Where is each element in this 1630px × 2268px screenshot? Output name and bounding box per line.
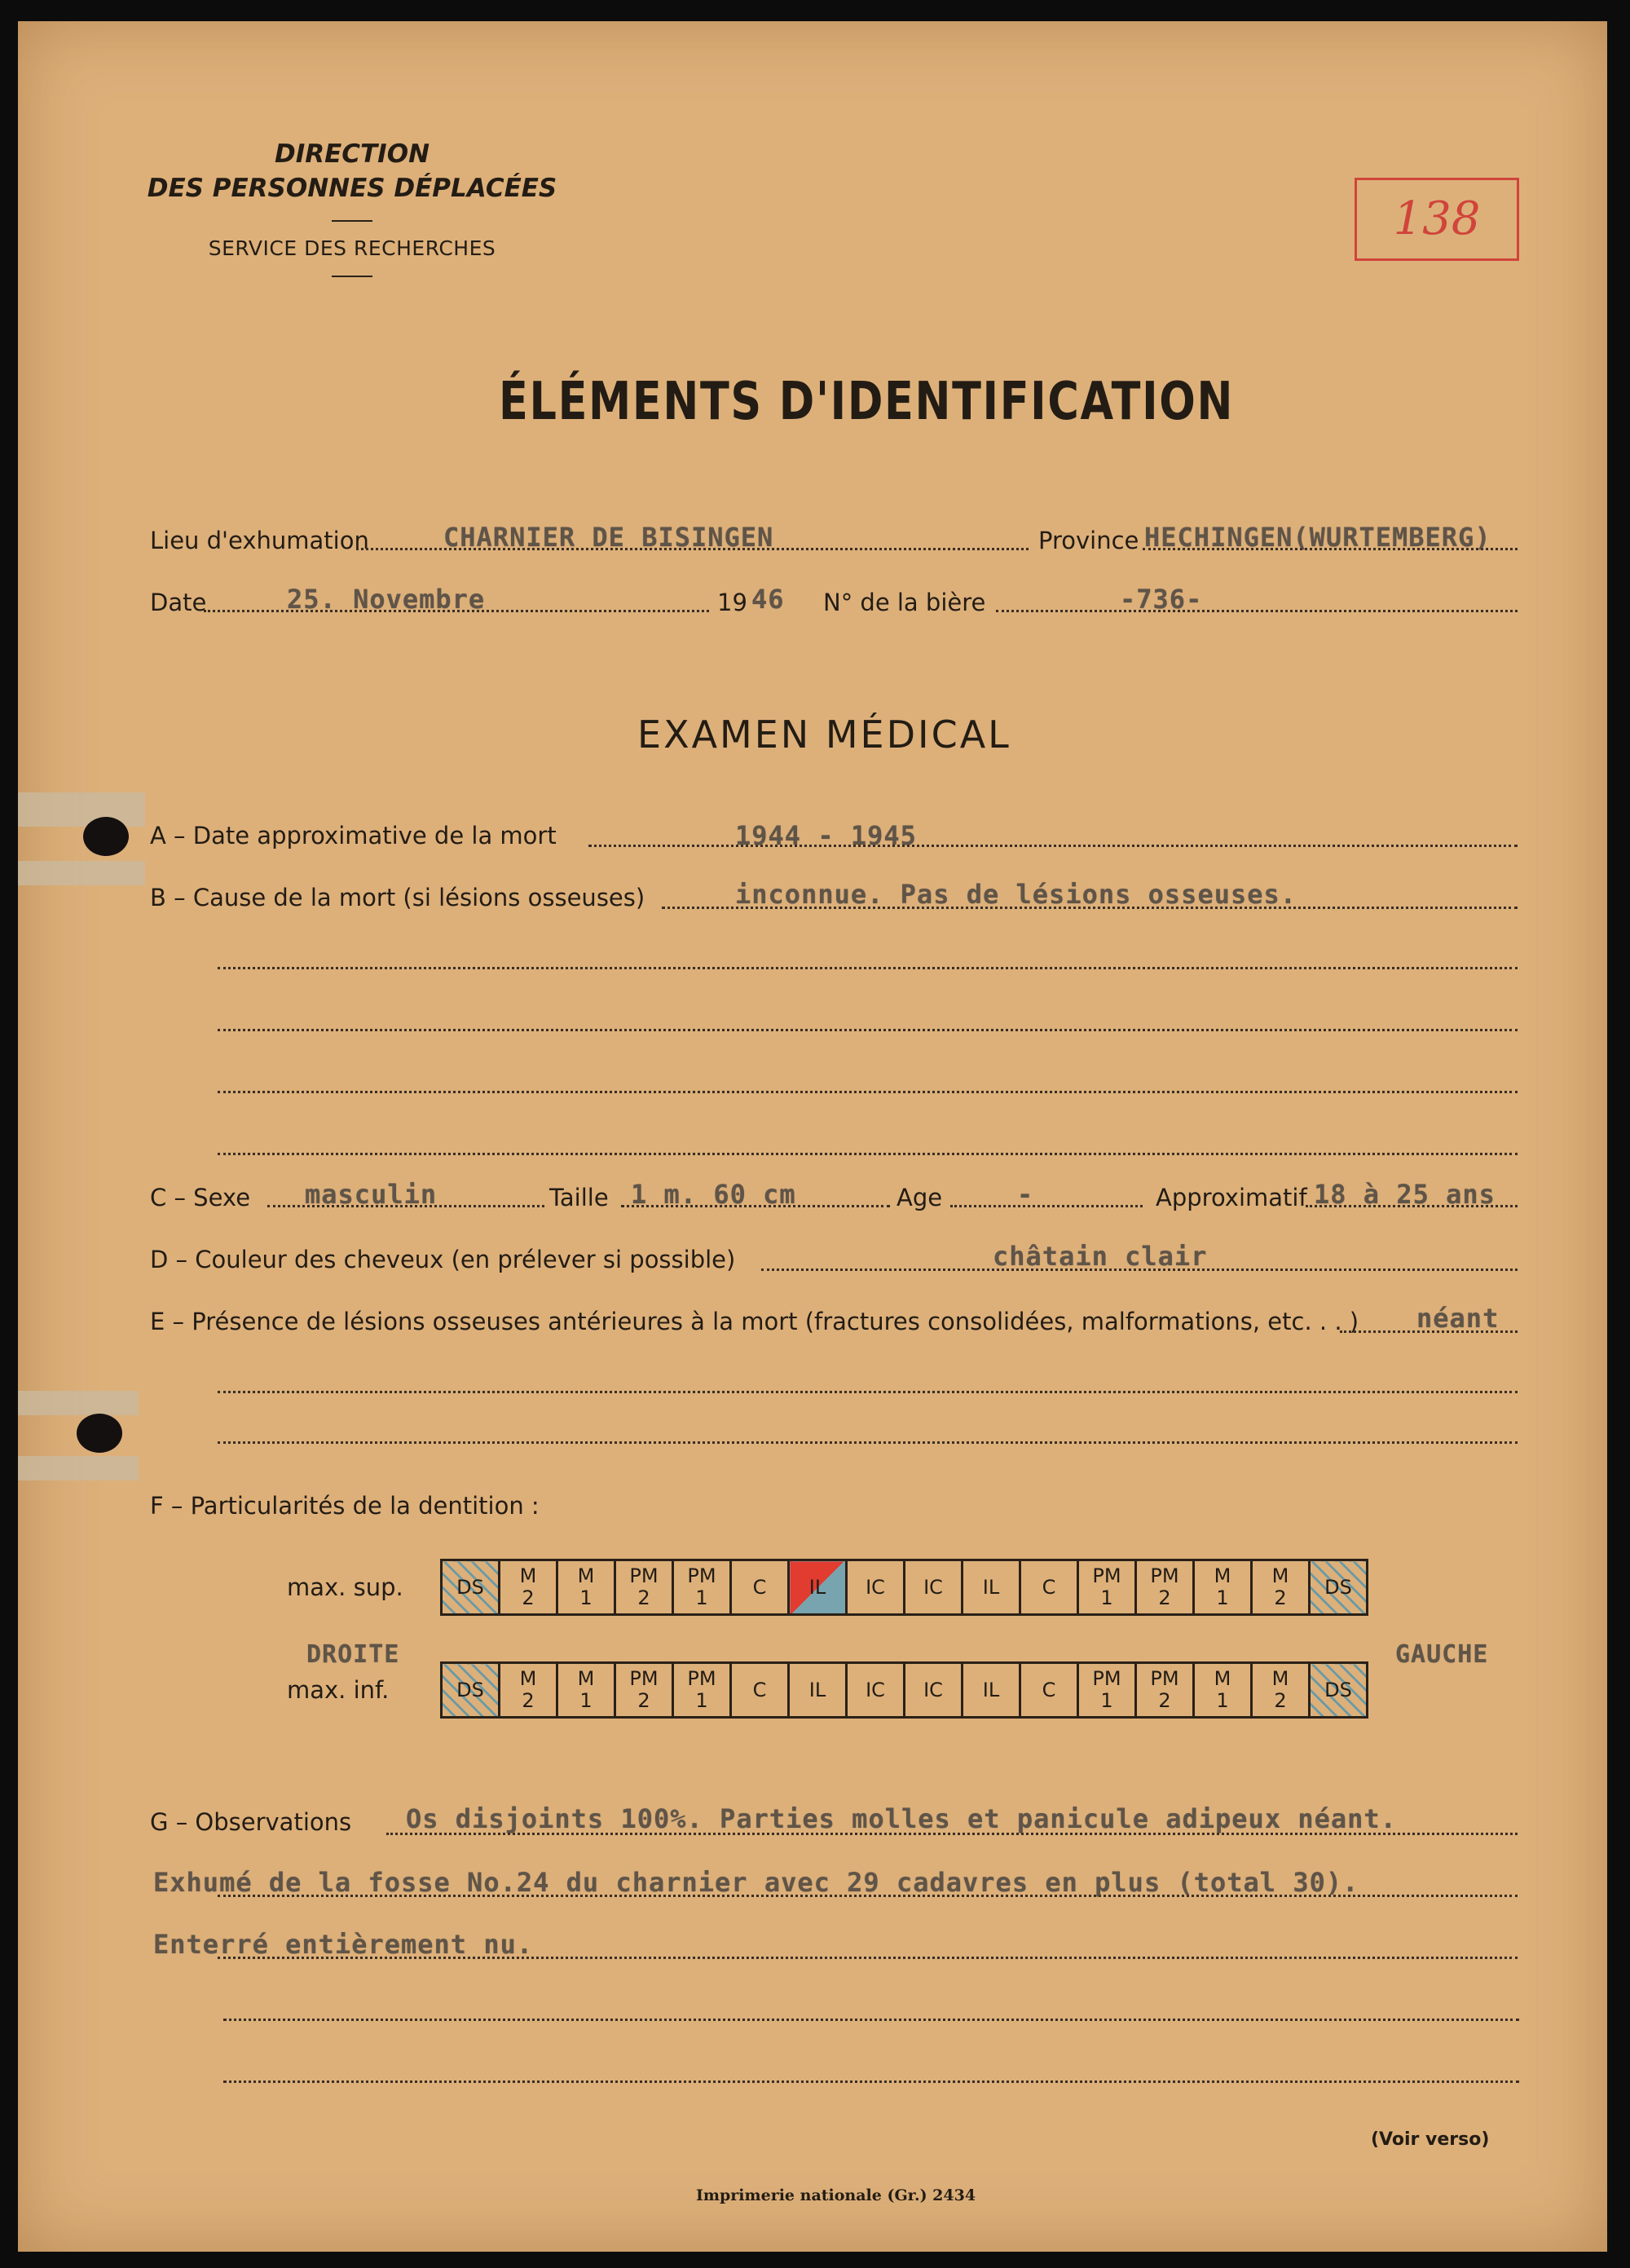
approximatif-label: Approximatif [1156,1184,1307,1211]
tooth-cell [673,1663,731,1718]
section-a-value: 1944 - 1945 [735,820,917,851]
tooth-code: IC [923,1575,943,1599]
tooth-cell [731,1663,789,1718]
header-divider [332,220,372,222]
tooth-cell [789,1560,847,1615]
tooth-cell [963,1560,1020,1615]
tooth-code: PM [1150,1564,1179,1587]
tooth-number: 2 [522,1586,535,1609]
tooth-cell [442,1663,500,1718]
page-title: ÉLÉMENTS D'IDENTIFICATION [499,372,1235,432]
biere-value: -736- [1120,584,1203,615]
dotted-line [223,2080,1519,2083]
section-d-value: châtain clair [993,1241,1208,1272]
biere-label: N° de la bière [823,589,986,616]
tooth-code: IL [808,1678,826,1701]
tooth-cell [1078,1560,1136,1615]
tooth-cell [615,1560,673,1615]
year-prefix: 19 [717,589,747,616]
org-line-1: DIRECTION [274,139,430,169]
dotted-line [218,1441,1518,1444]
punch-hole [77,1414,122,1453]
max-sup-label: max. sup. [287,1573,403,1601]
province-label: Province [1038,527,1139,554]
section-a-label: A – Date approximative de la mort [150,822,557,849]
tooth-cell [1194,1663,1252,1718]
date-value: 25. Novembre [287,584,486,615]
tooth-cell [673,1560,731,1615]
approximatif-value: 18 à 25 ans [1314,1179,1496,1210]
tape-strip [18,861,145,885]
tooth-code: IL [982,1575,1000,1599]
sexe-value: masculin [305,1179,438,1210]
tooth-cell [557,1560,615,1615]
section-g-label: G – Observations [150,1808,352,1836]
archive-number-stamp: 138 [1355,178,1519,261]
dotted-line [996,610,1518,612]
tooth-code: C [752,1575,767,1599]
date-label: Date [150,589,207,616]
tooth-number: 1 [695,1689,708,1712]
observations-line-3: Enterré entièrement nu. [153,1929,534,1960]
section-b-value: inconnue. Pas de lésions osseuses. [735,879,1297,910]
header-divider [332,276,372,277]
tooth-cell [1136,1663,1194,1718]
age-label: Age [896,1184,943,1211]
tooth-code: M [519,1667,537,1690]
section-e-value: néant [1416,1303,1500,1334]
tooth-number: 1 [1216,1586,1229,1609]
tooth-cell [847,1663,905,1718]
punch-hole [83,817,129,856]
province-value: HECHINGEN(WURTEMBERG) [1144,522,1491,553]
tooth-code: PM [687,1667,716,1690]
tooth-number: 2 [1274,1586,1287,1609]
tooth-code: M [1214,1667,1231,1690]
tooth-number: 1 [1216,1689,1229,1712]
identification-form-sheet [18,21,1607,2252]
tooth-code: IC [866,1575,885,1599]
tooth-code: M [577,1667,595,1690]
section-b-label: B – Cause de la mort (si lésions osseuses) [150,884,645,911]
dotted-line [950,1205,1143,1207]
dotted-line [218,1091,1518,1093]
tooth-number: 2 [637,1689,650,1712]
tooth-code: M [1214,1564,1231,1587]
tooth-cell [500,1560,557,1615]
tooth-number: 2 [1158,1586,1171,1609]
tooth-cell [789,1663,847,1718]
tooth-cell [905,1560,963,1615]
dotted-line [218,967,1518,969]
tooth-cell [1020,1663,1078,1718]
tooth-cell [442,1560,500,1615]
printer-imprint: Imprimerie nationale (Gr.) 2434 [696,2186,976,2204]
tooth-number: 1 [579,1586,593,1609]
gauche-label: GAUCHE [1395,1640,1489,1669]
age-value: - [1017,1179,1034,1210]
tooth-code: DS [456,1678,484,1701]
observations-line-2: Exhumé de la fosse No.24 du charnier avec 29 cadavres en plus (total 30). [153,1867,1359,1898]
tooth-cell [557,1663,615,1718]
section-e-label: E – Présence de lésions osseuses antérieures à la mort (fractures consolidées, malformations, etc. . . ) [150,1308,1359,1335]
tooth-cell [1078,1663,1136,1718]
exam-title: EXAMEN MÉDICAL [637,713,1011,757]
tooth-code: PM [687,1564,716,1587]
tape-strip [18,792,145,827]
tooth-cell [963,1663,1020,1718]
tooth-cell [615,1663,673,1718]
lieu-value: CHARNIER DE BISINGEN [443,522,774,553]
tooth-code: C [1042,1678,1056,1701]
tooth-code: M [577,1564,595,1587]
tooth-cell [847,1560,905,1615]
tooth-number: 2 [637,1586,650,1609]
tooth-cell [1252,1560,1310,1615]
tooth-cell [500,1663,557,1718]
lieu-label: Lieu d'exhumation [150,527,369,554]
tooth-cell [1020,1560,1078,1615]
tooth-code: IL [808,1575,826,1599]
tooth-code: C [752,1678,767,1701]
tooth-code: DS [1324,1678,1352,1701]
tooth-cell [1194,1560,1252,1615]
tooth-number: 1 [1100,1586,1113,1609]
tooth-code: PM [1092,1667,1121,1690]
tooth-code: M [1271,1667,1289,1690]
tooth-cell [1310,1560,1368,1615]
tape-strip [18,1456,139,1480]
tooth-code: M [519,1564,537,1587]
dentition-chart-upper [440,1559,1368,1616]
tooth-cell [1310,1663,1368,1718]
tooth-code: PM [1150,1667,1179,1690]
tooth-code: DS [1324,1575,1352,1599]
year-value: 46 [751,584,785,615]
tooth-code: IC [866,1678,885,1701]
dotted-line [218,1153,1518,1155]
dotted-line [588,845,1518,847]
tooth-code: IL [982,1678,1000,1701]
tooth-code: PM [629,1667,659,1690]
tooth-cell [1252,1663,1310,1718]
tooth-number: 2 [1274,1689,1287,1712]
tooth-code: PM [629,1564,659,1587]
tooth-number: 2 [522,1689,535,1712]
section-c-label: C – Sexe [150,1184,251,1211]
taille-label: Taille [549,1184,609,1211]
tooth-cell [905,1663,963,1718]
droite-label: DROITE [306,1640,400,1669]
dotted-line [223,2019,1519,2021]
service-name: SERVICE DES RECHERCHES [208,236,496,260]
tooth-cell [1136,1560,1194,1615]
max-inf-label: max. inf. [287,1676,390,1704]
section-f-label: F – Particularités de la dentition : [150,1492,540,1520]
observations-line-1: Os disjoints 100%. Parties molles et panicule adipeux néant. [406,1803,1397,1834]
tooth-number: 1 [579,1689,593,1712]
voir-verso: (Voir verso) [1371,2129,1490,2150]
tooth-number: 2 [1158,1689,1171,1712]
tooth-number: 1 [1100,1689,1113,1712]
dotted-line [218,1391,1518,1393]
tape-strip [18,1391,139,1415]
dotted-line [218,1029,1518,1031]
tooth-code: IC [923,1678,943,1701]
tooth-number: 1 [695,1586,708,1609]
taille-value: 1 m. 60 cm [631,1179,796,1210]
tooth-code: PM [1092,1564,1121,1587]
section-d-label: D – Couleur des cheveux (en prélever si possible) [150,1246,736,1273]
tooth-code: M [1271,1564,1289,1587]
tooth-cell [731,1560,789,1615]
tooth-code: C [1042,1575,1056,1599]
org-line-2: DES PERSONNES DÉPLACÉES [147,174,557,203]
tooth-code: DS [456,1575,484,1599]
dentition-chart-lower [440,1661,1368,1719]
